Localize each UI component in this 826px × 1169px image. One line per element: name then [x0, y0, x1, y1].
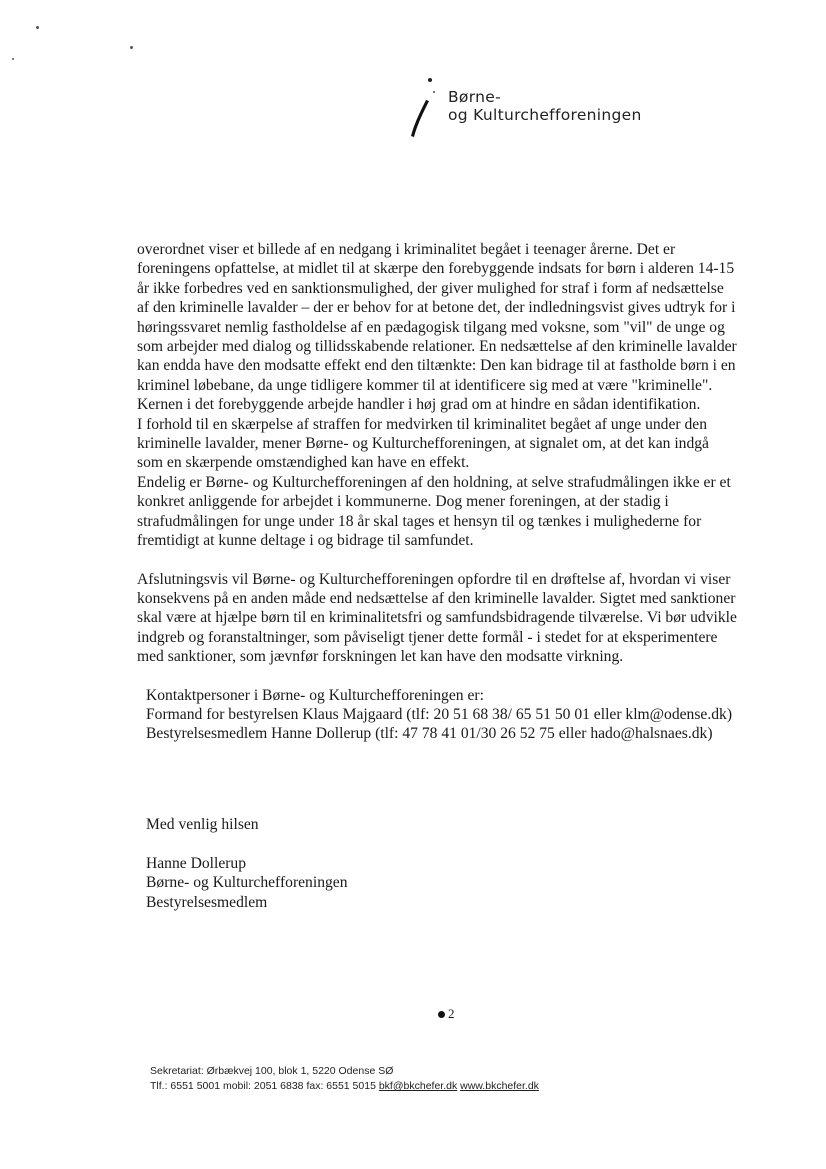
footer-phone-numbers: Tlf.: 6551 5001 mobil: 2051 6838 fax: 6551 5015 — [150, 1080, 376, 1092]
closing-greeting: Med venlig hilsen — [146, 816, 259, 833]
paragraph-2: I forhold til en skærpelse af straffen for medvirken til kriminalitet begået af unge under den kriminelle lavalder, mener Børne- og Kulturchefforeningen, at signalet om, at det kan indgå som en skærpende omstændighed kan have en effekt. — [137, 415, 709, 472]
logo-line-2: og Kulturchefforeningen — [448, 106, 642, 124]
signature-block — [146, 854, 348, 912]
logo-slash-icon — [404, 76, 444, 140]
footer-address: Sekretariat: Ørbækvej 100, blok 1, 5220 Odense SØ — [150, 1065, 394, 1077]
footer — [150, 1064, 650, 1094]
paragraph-4: Afslutningsvis vil Børne- og Kulturchefforeningen opfordre til en drøftelse af, hvordan vi viser konsekvens på en anden måde end nedsættelse af den kriminelle lavalder. Sigtet med sanktioner skal være at hjælpe børn til en kriminalitetsfri og samfundsbidragende tilværelse. Vi bør udvikle indgreb og foranstaltninger, som påviseligt tjener dette formål - i stedet for at eksperimentere med sanktioner, som jævnfør forskningen let kan have den modsatte virkning. — [137, 570, 737, 666]
signature-organization: Børne- og Kulturchefforeningen — [146, 874, 348, 892]
closing — [146, 815, 259, 834]
footer-email-link[interactable]: bkf@bkchefer.dk — [378, 1080, 458, 1092]
signature-title: Bestyrelsesmedlem — [146, 893, 268, 911]
contact-line-2: Bestyrelsesmedlem Hanne Dollerup (tlf: 47 78 41 01/30 26 52 75 eller hado@halsnaes.dk) — [146, 725, 713, 743]
page-number-value: 2 — [448, 1006, 455, 1021]
scan-speck — [12, 58, 14, 60]
paragraph-1: overordnet viser et billede af en nedgang i kriminalitet begået i teenager årerne. Det er foreningens opfattelse, at midlet til at skærpe den forebyggende indsats for børn i alderen 14-15 år ikke forbedres ved en sanktionsmulighed, der giver mulighed for straf i form af nedsættelse af den kriminelle lavalder – der er behov for at betone det, der indledningsvist gives udtryk for i høringssvaret nemlig fastholdelse af en pædagogisk tilgang med voksne, som "vil" de unge og som arbejder med dialog og tillidsskabende relationer. En nedsættelse af den kriminelle lavalder kan endda have den modsatte effekt end den tiltænkte: Den kan bidrage til at fastholde børn i en kriminel løbebane, da unge tidligere kommer til at identificere sig med at være "kriminelle". Kernen i det forebyggende arbejde handler i høj grad om at hindre en sådan identifikation. — [137, 241, 737, 414]
page-number — [438, 1006, 455, 1022]
letter-body — [137, 240, 737, 744]
logo-text — [448, 88, 642, 124]
scan-speck — [130, 46, 133, 49]
scan-speck — [36, 26, 39, 29]
footer-contact — [150, 1079, 650, 1094]
logo-line-1: Børne- — [448, 88, 501, 106]
footer-website-link[interactable]: www.bkchefer.dk — [460, 1080, 539, 1092]
paragraph-3: Endelig er Børne- og Kulturchefforeningen af den holdning, at selve strafudmålingen ikke er et konkret anliggende for arbejdet i kommunerne. Dog mener foreningen, at der stadig i strafudmålingen for unge under 18 år skal tages et hensyn til og tænkes i mulighederne for fremtidigt at kunne deltage i og bidrage til samfundet. — [137, 473, 731, 550]
bullet-icon — [438, 1011, 445, 1018]
organization-logo — [404, 76, 664, 140]
contacts-heading: Kontaktpersoner i Børne- og Kulturchefforeningen er: — [146, 686, 484, 704]
contact-line-1: Formand for bestyrelsen Klaus Majgaard (tlf: 20 51 68 38/ 65 51 50 01 eller klm@odense.dk) — [146, 705, 733, 723]
signature-name: Hanne Dollerup — [146, 855, 247, 872]
